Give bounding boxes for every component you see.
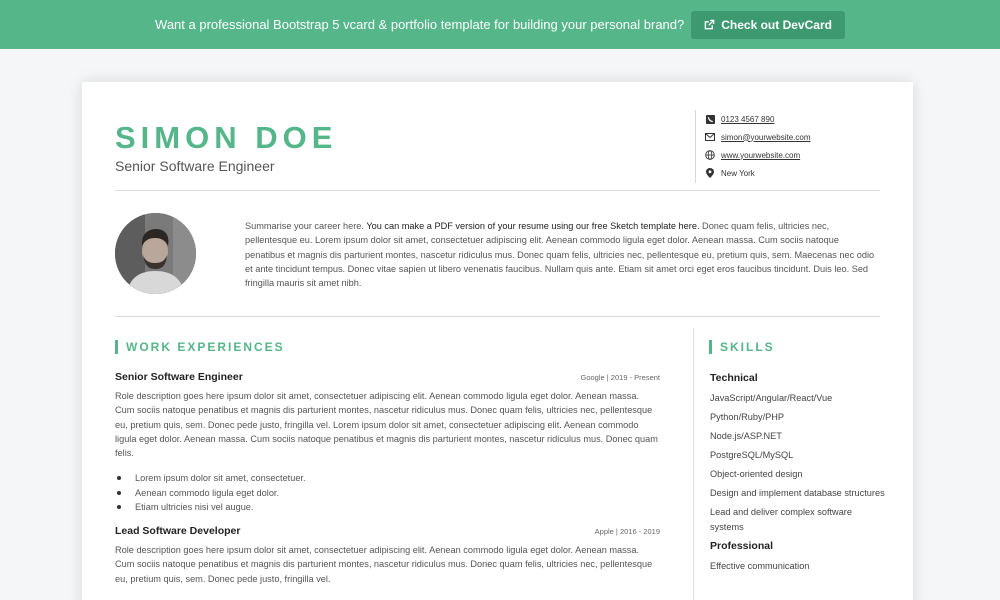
job-meta-2: Apple | 2016 - 2019: [594, 527, 660, 536]
contact-website: [705, 146, 895, 164]
check-out-devcard-button[interactable]: [691, 11, 845, 39]
profile-photo: [115, 213, 196, 294]
skill-item: Effective communication: [710, 561, 810, 571]
job-meta-1: Google | 2019 - Present: [580, 373, 660, 382]
list-item: [115, 471, 615, 486]
skill-item: Object-oriented design: [710, 469, 803, 479]
bullet-text: Lorem ipsum dolor sit amet, consectetuer.: [135, 473, 306, 483]
contact-list: [695, 110, 895, 183]
header-divider: [115, 190, 880, 191]
job-title-1: Senior Software Engineer: [115, 371, 243, 383]
list-item: [115, 486, 615, 501]
summary-divider: [115, 316, 880, 317]
job-description-2: Role description goes here ipsum dolor sit amet, consectetuer adipiscing elit. Aenean commodo ligula eget dolor. Aenean massa. Cum sociis natoque penatibus et magnis dis parturient montes, nascetur ridiculus mus. Donec quam felis, ultricies nec, pellentesque eu, pretium quis, sem. Donec pede justo, fringilla vel.: [115, 545, 653, 584]
work-experiences-heading: WORK EXPERIENCES: [115, 340, 285, 354]
skill-item: JavaScript/Angular/React/Vue: [710, 393, 833, 403]
resume-tagline: Senior Software Engineer: [115, 158, 275, 174]
contact-email: [705, 128, 895, 146]
skills-heading: SKILLS: [709, 340, 775, 354]
check-out-devcard-label: Check out DevCard: [721, 17, 832, 32]
contact-website-link[interactable]: www.yourwebsite.com: [721, 150, 801, 160]
resume-card: [82, 82, 913, 600]
promo-bar: [0, 0, 1000, 49]
summary-body: Donec quam felis, ultricies nec, pellentesque eu. Lorem ipsum dolor sit amet, consectetuer adipiscing elit. Aenean commodo ligula eget dolor. Aenean massa. Cum sociis natoque penatibus et magnis dis parturient montes, nascetur ridiculus mus. Donec quam felis, ultricies nec, pellentesque eu, pretium quis, sem. Maecenas nec odio et ante tincidunt tempus. Donec vitae sapien ut libero venenatis faucibus. Nullam quis ante. Etiam sit amet orci eget eros faucibus tincidunt. Duis leo. Sed fringilla mauris sit amet nibh.: [245, 221, 875, 289]
skill-item: Lead and deliver complex software systems: [710, 507, 852, 532]
column-divider: [693, 328, 694, 600]
summary-pdf-link[interactable]: You can make a PDF version of your resume using our free Sketch template here.: [366, 221, 700, 231]
contact-email-link[interactable]: simon@yourwebsite.com: [721, 132, 811, 142]
contact-phone-link[interactable]: 0123 4567 890: [721, 114, 775, 124]
envelope-icon: [705, 132, 715, 142]
skills-list: [710, 372, 885, 578]
phone-icon: [705, 114, 715, 124]
job-description-1: Role description goes here ipsum dolor sit amet, consectetuer adipiscing elit. Aenean commodo ligula eget dolor. Aenean massa. Cum sociis natoque penatibus et magnis dis parturient montes, nascetur ridiculus mus. Donec quam felis, ultricies nec, pellentesque eu, pretium quis, sem. Donec pede justo, fringilla vel. Lorem ipsum dolor sit amet, consectetuer adipiscing elit. Aenean commodo ligula eget dolor. Aenean massa. Cum sociis natoque penatibus et magnis dis parturient montes, nascetur ridiculus mus. Donec quam felis.: [115, 391, 658, 459]
contact-phone: [705, 110, 895, 128]
contact-location-text: New York: [721, 168, 755, 178]
contact-location: [705, 164, 895, 182]
skill-item: Node.js/ASP.NET: [710, 431, 782, 441]
skills-technical-heading: Technical: [710, 372, 758, 384]
map-pin-icon: [705, 168, 715, 178]
promo-text: Want a professional Bootstrap 5 vcard & portfolio template for building your personal brand?: [155, 17, 685, 32]
job-title-2: Lead Software Developer: [115, 525, 241, 537]
resume-name: SIMON DOE: [115, 120, 338, 155]
skills-professional-heading: Professional: [710, 540, 774, 552]
skill-item: Python/Ruby/PHP: [710, 412, 785, 422]
globe-icon: [705, 150, 715, 160]
bullet-text: Aenean commodo ligula eget dolor.: [135, 487, 280, 498]
list-item: [115, 500, 615, 515]
skill-item: Design and implement database structures: [710, 488, 885, 498]
job-bullets-1: [115, 471, 615, 515]
career-summary: [245, 219, 880, 290]
summary-intro: Summarise your career here.: [245, 221, 367, 231]
external-link-icon: [704, 19, 715, 30]
skill-item: PostgreSQL/MySQL: [710, 450, 794, 460]
bullet-text: Etiam ultricies nisi vel augue.: [135, 502, 254, 512]
